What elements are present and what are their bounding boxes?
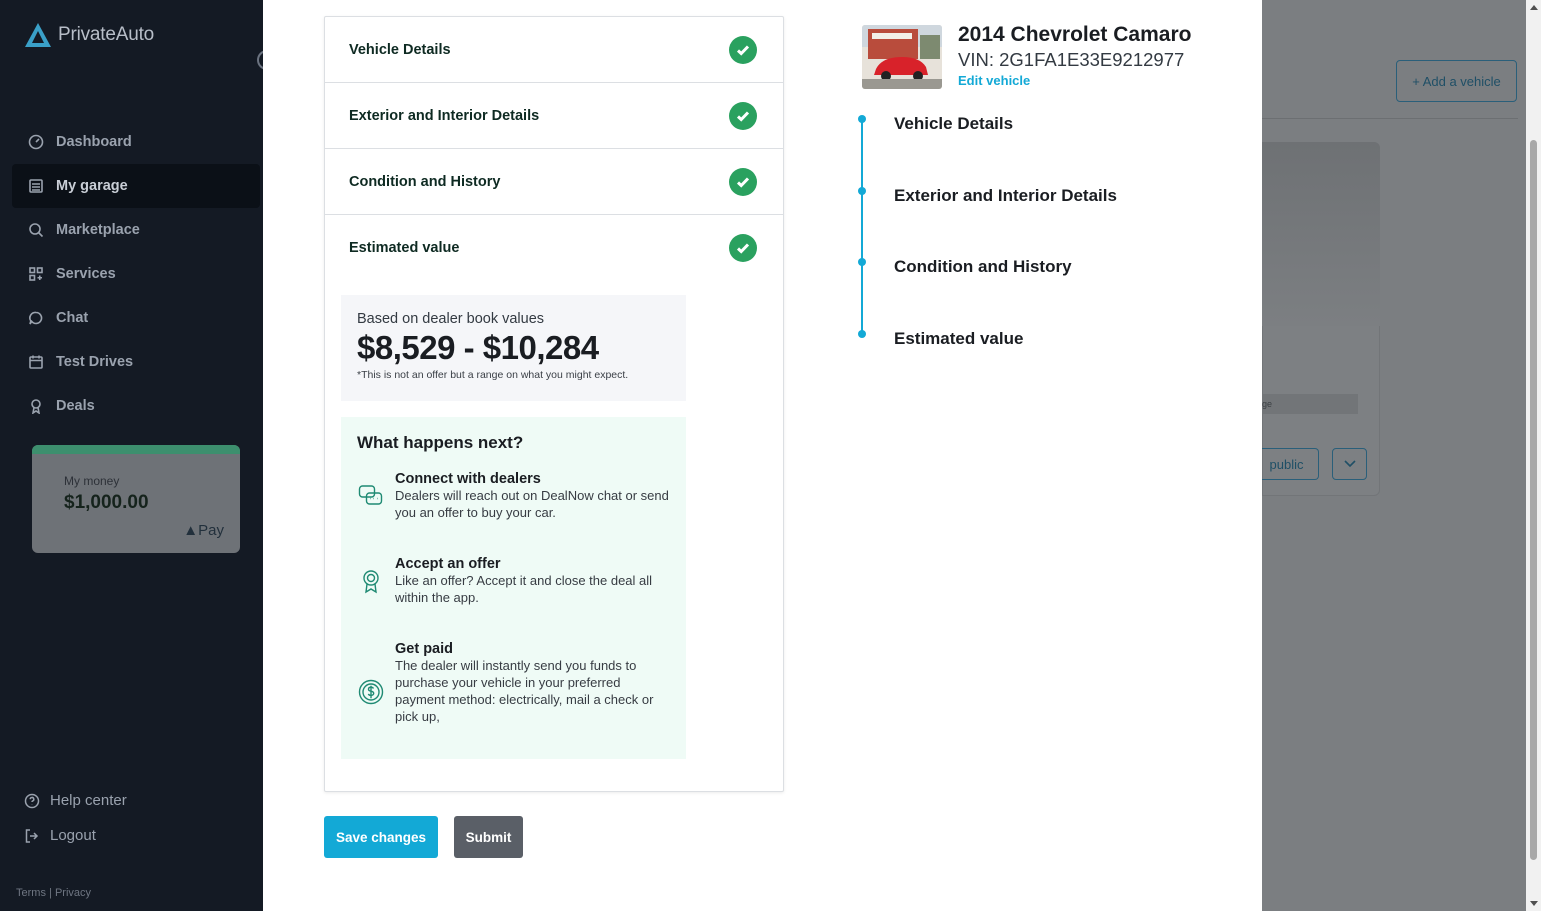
sidebar-item-my-garage[interactable] — [12, 164, 260, 208]
my-money-card[interactable] — [32, 445, 240, 553]
next-item-title: Accept an offer — [395, 556, 501, 572]
background-tag: ge — [1262, 394, 1358, 414]
logout-link[interactable] — [24, 827, 96, 844]
sidebar-item-test-drives[interactable] — [12, 340, 260, 384]
badge-icon — [360, 568, 382, 594]
help-center-link[interactable] — [24, 792, 127, 809]
next-item-get-paid — [357, 641, 673, 725]
money-card-accent — [32, 445, 240, 454]
logo-icon — [24, 22, 52, 48]
sidebar-nav — [12, 120, 260, 428]
vehicle-modal — [263, 0, 1262, 911]
next-item-title: Connect with dealers — [395, 471, 541, 487]
step-label: Condition and History — [349, 173, 501, 190]
money-label: My money — [64, 474, 120, 488]
check-circle-icon — [729, 36, 757, 64]
timeline-step-condition-history[interactable]: Condition and History — [894, 257, 1072, 276]
money-amount: $1,000.00 — [64, 492, 149, 513]
grid-plus-icon — [28, 266, 44, 282]
background-vehicle-image — [1262, 142, 1380, 326]
chat-bubbles-icon — [358, 483, 384, 509]
save-changes-button[interactable]: Save changes — [324, 816, 438, 858]
help-icon — [24, 793, 40, 809]
dollar-coin-icon — [358, 679, 384, 705]
calendar-icon — [28, 354, 44, 370]
step-condition-history[interactable] — [325, 149, 783, 215]
footer-links — [16, 887, 91, 899]
vehicle-vin: VIN: 2G1FA1E33E9212977 — [958, 49, 1185, 70]
sidebar-item-chat[interactable] — [12, 296, 260, 340]
timeline-step-exterior-interior[interactable]: Exterior and Interior Details — [894, 186, 1117, 205]
sidebar-item-dashboard[interactable] — [12, 120, 260, 164]
estimate-disclaimer: *This is not an offer but a range on what you might expect. — [357, 369, 629, 381]
scroll-thumb[interactable] — [1530, 140, 1537, 860]
page-scrollbar[interactable] — [1526, 0, 1541, 911]
chat-icon — [28, 310, 44, 326]
step-label: Vehicle Details — [349, 41, 451, 58]
sidebar — [0, 0, 263, 911]
steps-card — [324, 16, 784, 792]
step-label: Exterior and Interior Details — [349, 107, 540, 124]
what-happens-next — [341, 417, 686, 759]
timeline-dot — [858, 258, 866, 266]
pay-logo-icon: ▲ — [183, 522, 199, 539]
timeline-line — [861, 118, 863, 334]
sidebar-item-label: Services — [56, 266, 116, 282]
timeline-dot — [858, 330, 866, 338]
check-circle-icon — [729, 168, 757, 196]
scroll-up-arrow[interactable] — [1530, 5, 1538, 10]
next-item-desc: The dealer will instantly send you funds to purchase your vehicle in your preferred payment method: electrically, mail a check or pick up, — [395, 658, 654, 724]
sidebar-item-label: Chat — [56, 310, 89, 326]
terms-link[interactable]: Terms — [16, 887, 46, 899]
garage-icon — [28, 178, 44, 194]
scroll-down-arrow[interactable] — [1530, 901, 1538, 906]
timeline-dot — [858, 115, 866, 123]
next-item-title: Get paid — [395, 641, 454, 657]
sidebar-item-label: Dashboard — [56, 134, 132, 150]
check-circle-icon — [729, 102, 757, 130]
next-item-desc: Like an offer? Accept it and close the deal all within the app. — [395, 573, 653, 605]
next-title: What happens next? — [357, 433, 524, 452]
sidebar-item-label: Deals — [56, 398, 95, 414]
sidebar-item-marketplace[interactable] — [12, 208, 260, 252]
estimate-caption: Based on dealer book values — [357, 311, 545, 327]
step-estimated-value[interactable] — [325, 215, 783, 281]
sidebar-item-label: Test Drives — [56, 354, 134, 370]
next-item-desc: Dealers will reach out on DealNow chat or send you an offer to buy your car. — [395, 488, 669, 520]
step-exterior-interior[interactable] — [325, 83, 783, 149]
timeline-step-estimated-value[interactable]: Estimated value — [894, 329, 1024, 348]
edit-vehicle-link[interactable]: Edit vehicle — [958, 73, 1031, 88]
step-vehicle-details[interactable] — [325, 17, 783, 83]
submit-button[interactable]: Submit — [454, 816, 523, 858]
car-photo — [862, 25, 942, 89]
chevron-down-icon — [1344, 460, 1356, 468]
sidebar-item-label: My garage — [56, 178, 128, 194]
search-icon — [28, 222, 44, 238]
logout-icon — [24, 828, 40, 844]
estimate-range: $8,529 - $10,284 — [357, 329, 599, 366]
footer-separator: | — [49, 887, 52, 899]
sidebar-item-deals[interactable] — [12, 384, 260, 428]
add-vehicle-button[interactable]: + Add a vehicle — [1396, 60, 1517, 102]
timeline-step-vehicle-details[interactable]: Vehicle Details — [894, 114, 1014, 133]
next-item-connect — [357, 471, 673, 521]
more-options-button[interactable] — [1332, 448, 1367, 480]
brand-name: PrivateAuto — [58, 24, 155, 45]
sidebar-item-label: Marketplace — [56, 222, 140, 238]
privacy-link[interactable]: Privacy — [54, 887, 91, 899]
step-label: Estimated value — [349, 240, 460, 256]
timeline-dot — [858, 187, 866, 195]
background-divider — [1262, 118, 1518, 119]
sidebar-item-services[interactable] — [12, 252, 260, 296]
next-item-accept — [357, 556, 673, 606]
pay-logo — [183, 522, 224, 539]
vehicle-title: 2014 Chevrolet Camaro — [958, 23, 1192, 46]
award-icon — [28, 398, 44, 414]
vehicle-thumbnail — [862, 25, 942, 89]
help-center-label: Help center — [50, 792, 127, 809]
make-public-button[interactable]: public — [1255, 448, 1319, 480]
logout-label: Logout — [50, 827, 96, 844]
check-circle-icon — [729, 234, 757, 262]
brand-logo[interactable] — [24, 22, 154, 48]
gauge-icon — [28, 134, 44, 150]
estimated-value-box — [341, 295, 686, 401]
pay-brand: Pay — [198, 522, 224, 539]
